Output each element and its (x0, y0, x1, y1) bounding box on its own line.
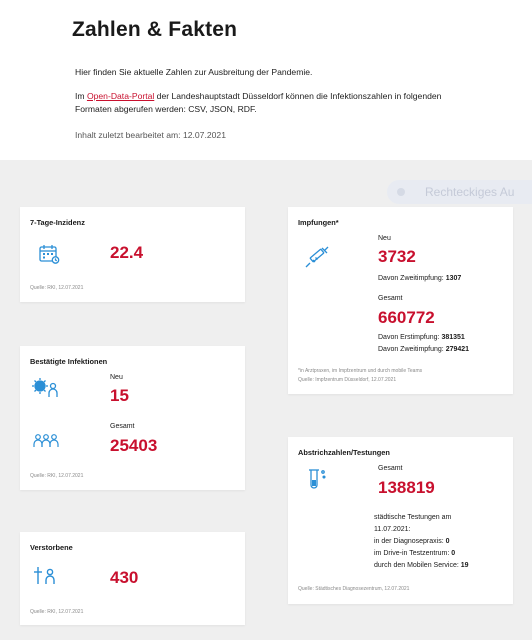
card-tests (288, 437, 513, 604)
first-dose-value: 381351 (441, 334, 465, 341)
intro-section (0, 0, 532, 160)
verstorbene-value: 430 (110, 568, 139, 587)
inzidenz-value: 22.4 (110, 243, 144, 262)
source-note: Quelle: RKI, 12.07.2021 (30, 609, 84, 615)
page-title: Zahlen & Fakten (72, 18, 238, 41)
total-first-dose (378, 334, 465, 341)
new-label: Neu (110, 374, 123, 381)
tests-praxis (374, 538, 450, 545)
card-title: Bestätigte Infektionen (30, 357, 108, 366)
tests-drivein (374, 550, 455, 557)
total-second-dose (378, 346, 469, 353)
second-dose-label: Davon Zweitimpfung: (378, 346, 444, 353)
total-value: 660772 (378, 308, 435, 327)
drivein-value: 0 (451, 550, 456, 557)
chip-dot-icon (397, 188, 405, 196)
card-title: Abstrichzahlen/Testungen (298, 448, 390, 457)
card-verstorbene (20, 532, 245, 625)
syringe-icon (304, 245, 330, 274)
cross-person-icon (32, 565, 58, 592)
source-note: Quelle: RKI, 12.07.2021 (30, 473, 84, 479)
open-data-link[interactable]: Open-Data-Portal (86, 91, 155, 101)
total-label: Gesamt (378, 465, 403, 472)
tests-mobil (374, 562, 469, 569)
drivein-label: im Drive-in Testzentrum: (374, 550, 450, 557)
new-second-dose (378, 275, 461, 282)
shape-tooltip-chip (387, 180, 532, 204)
calendar-icon (38, 243, 60, 270)
group-icon (32, 432, 60, 457)
card-impfungen (288, 207, 513, 394)
new-label: Neu (378, 235, 391, 242)
open-data-text (75, 90, 475, 116)
new-value: 15 (110, 386, 129, 405)
source-note: Quelle: RKI, 12.07.2021 (30, 285, 84, 291)
second-dose-value: 279421 (445, 346, 470, 353)
open-data-suffix: der Landeshauptstadt Düsseldorf können die Infektionszahlen in folgenden Formaten abgerufen werden: CSV, JSON, RDF. (75, 91, 442, 114)
tests-detail-line2: 11.07.2021: (374, 526, 411, 533)
praxis-value: 0 (445, 538, 450, 545)
mobil-value: 19 (460, 562, 469, 569)
second-dose-value: 1307 (445, 275, 462, 282)
total-label: Gesamt (110, 423, 135, 430)
card-title: Verstorbene (30, 543, 73, 552)
source-note: Quelle: Städtisches Diagnosezentrum, 12.07.2021 (298, 586, 410, 592)
last-updated: Inhalt zuletzt bearbeitet am: 12.07.2021 (75, 130, 226, 140)
chip-label: Rechteckiges Au (425, 185, 515, 199)
card-title: 7-Tage-Inzidenz (30, 218, 85, 227)
virus-person-icon (32, 376, 60, 405)
open-data-prefix: Im (75, 91, 87, 101)
total-label: Gesamt (378, 295, 403, 302)
footnote: *in Arztpraxen, im Impfzentrum und durch mobile Teams (298, 368, 423, 374)
card-title: Impfungen* (298, 218, 339, 227)
test-tube-icon (306, 467, 328, 498)
total-value: 25403 (110, 436, 158, 455)
mobil-label: durch den Mobilen Service: (374, 562, 459, 569)
new-value: 3732 (378, 247, 416, 266)
tests-detail-line1: städtische Testungen am (374, 514, 452, 521)
first-dose-label: Davon Erstimpfung: (378, 334, 440, 341)
card-infektionen (20, 346, 245, 490)
second-dose-label: Davon Zweitimpfung: (378, 275, 444, 282)
intro-text: Hier finden Sie aktuelle Zahlen zur Ausbreitung der Pandemie. (75, 67, 313, 77)
card-inzidenz (20, 207, 245, 302)
praxis-label: in der Diagnosepraxis: (374, 538, 444, 545)
source-note: Quelle: Impfzentrum Düsseldorf, 12.07.2021 (298, 377, 397, 383)
total-value: 138819 (378, 478, 435, 497)
